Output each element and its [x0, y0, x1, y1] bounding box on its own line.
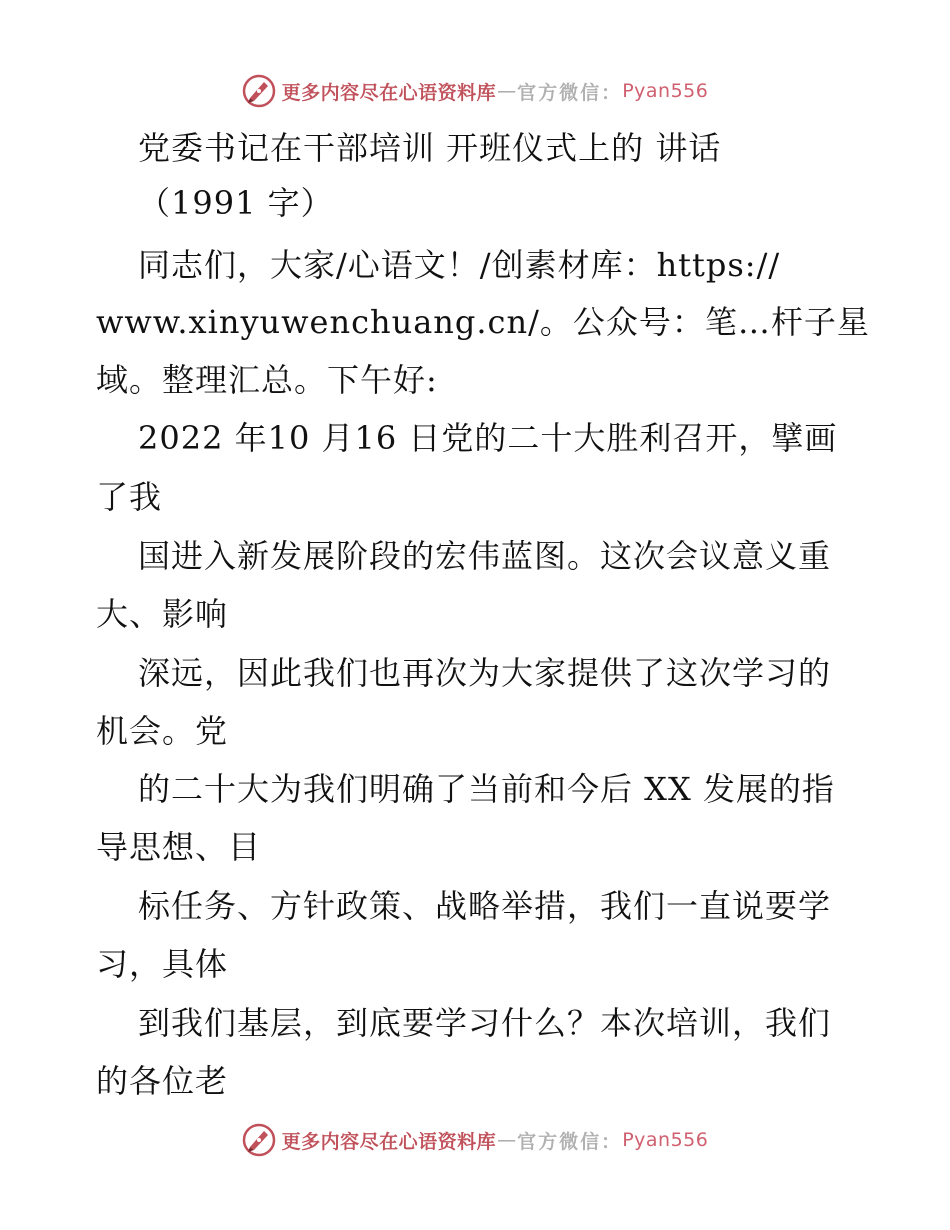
watermark-header — [0, 71, 950, 111]
paragraph-line: 大、影响 — [96, 595, 229, 633]
watermark-main-text: 更多内容尽在心语资料库 — [281, 81, 497, 104]
watermark-main-text: 更多内容尽在心语资料库 — [281, 1130, 497, 1153]
pen-logo-icon — [242, 1123, 276, 1157]
paragraph-line: 同志们，大家/心语文！/创素材库：https:// — [138, 246, 781, 284]
watermark-wechat-id: Pyan556 — [622, 1129, 709, 1151]
paragraph-line: 的各位老 — [96, 1062, 229, 1100]
watermark-official-label: 官方微信： — [517, 81, 623, 104]
document-title: 党委书记在干部培训 开班仪式上的 讲话 — [138, 129, 722, 167]
paragraph-line: 了我 — [96, 478, 163, 516]
paragraph-line: www.xinyuwenchuang.cn/。公众号：笔…杆子星 — [96, 303, 870, 341]
paragraph-line: 习，具体 — [96, 945, 229, 983]
paragraph-line: 标任务、方针政策、战略举措，我们一直说要学 — [138, 887, 832, 925]
paragraph-line: 的二十大为我们明确了当前和今后 XX 发展的指 — [138, 770, 835, 808]
document-subtitle: （1991 字） — [138, 184, 334, 222]
paragraph-line: 到我们基层，到底要学习什么？本次培训，我们 — [138, 1004, 832, 1042]
paragraph-line: 国进入新发展阶段的宏伟蓝图。这次会议意义重 — [138, 537, 832, 575]
watermark-dash: — — [497, 80, 517, 102]
paragraph-line: 导思想、目 — [96, 828, 262, 866]
paragraph-line: 2022 年10 月16 日党的二十大胜利召开，擘画 — [138, 419, 838, 457]
paragraph-line: 深远，因此我们也再次为大家提供了这次学习的 — [138, 654, 832, 692]
pen-logo-icon — [242, 74, 276, 108]
watermark-dash: — — [497, 1129, 517, 1151]
watermark-footer — [0, 1120, 950, 1160]
watermark-official-label: 官方微信： — [517, 1130, 623, 1153]
watermark-wechat-id: Pyan556 — [622, 80, 709, 102]
paragraph-line: 域。整理汇总。下午好: — [96, 361, 438, 399]
paragraph-line: 机会。党 — [96, 712, 229, 750]
